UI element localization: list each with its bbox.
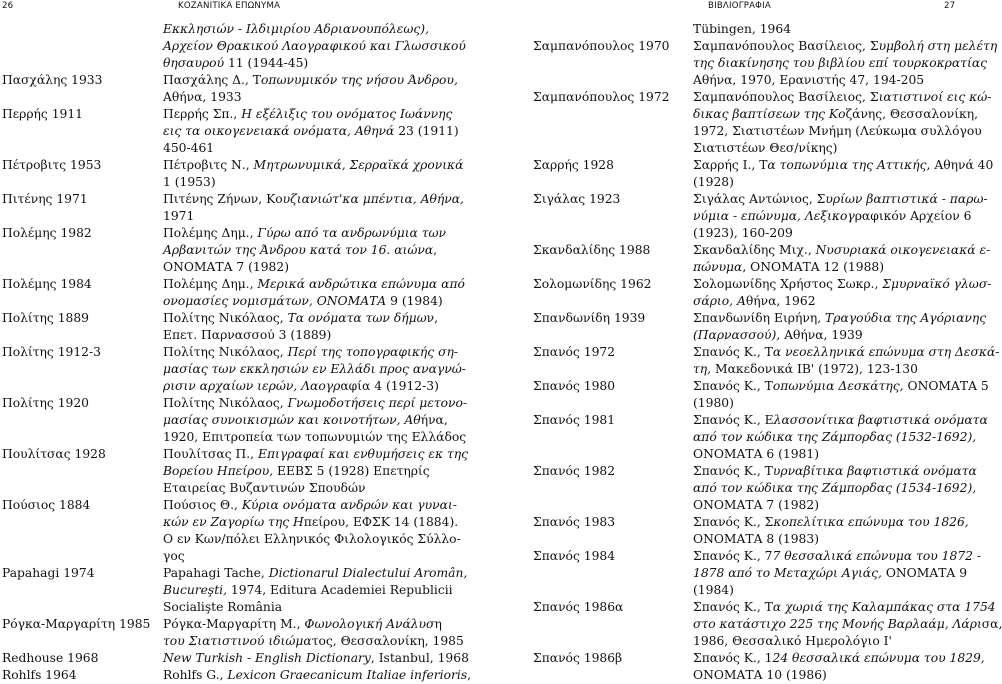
bibliography-entry-line: μασίας των εκκλησιών εν Ελλάδι προς αναγνώ- (163, 362, 466, 376)
bibliography-entry-line: Πούσιος Θ., Κύρια ονόματα ανδρών και γυναι- (163, 498, 457, 512)
citation-key: Πολέμης 1982 (2, 226, 92, 240)
bibliography-entry-line: ΟΝΟΜΑΤΑ 8 (1983) (693, 532, 820, 546)
citation-key: Πολίτης 1889 (2, 311, 90, 325)
bibliography-entry-line: Ο εν Κων/πόλει Ελληνικός Φιλολογικός Σύλλο- (163, 532, 461, 546)
bibliography-entry-line: 1971 (163, 209, 195, 223)
bibliography-entry-line: Πολέμης Δημ., Μερικά ανδρώτικα επώνυμα από (163, 277, 465, 291)
citation-key: Πολίτης 1920 (2, 396, 90, 410)
bibliography-entry-line: 1920, Επιτροπεία των τοπωνυμιών της Ελλάδος (163, 430, 467, 444)
bibliography-entry-line: (1928) (693, 175, 734, 189)
bibliography-entry-line: Bucureşti, 1974, Editura Academiei Republicii (163, 583, 453, 597)
left-page-number: 26 (2, 1, 14, 11)
bibliography-entry-line: Σπανός Κ., Τα νεοελληνικά επώνυμα στη Δεσκά- (693, 345, 1000, 359)
bibliography-entry-line: κών εν Ζαγορίω της Ηπείρου, ΕΦΣΚ 14 (1884). (163, 515, 459, 529)
bibliography-entry-line: Πολίτης Νικόλαος, Τα ονόματα των δήμων, (163, 311, 438, 325)
bibliography-entry-line: Εκκλησιών - Ιλδιμιρίου Αδριανουπόλεως), (163, 22, 429, 36)
bibliography-entry-line: εις τα οικογενειακά ονόματα, Αθηνά 23 (1911) (163, 124, 459, 138)
bibliography-entry-line: Rohlfs G., Lexicon Graecanicum Italiae inferioris, (163, 668, 472, 682)
bibliography-entry-line: Αρχείον Θρακικού Λαογραφικού και Γλωσσικού (163, 39, 466, 53)
bibliography-entry-line: σάριο, Αθήνα, 1962 (693, 294, 816, 308)
bibliography-entry-line: Πιτένης Ζήνων, Κουζιανιώτ'κα μπέντια, Αθήνα, (163, 192, 464, 206)
bibliography-entry-line: Papahagi Tache, Dictionarul Dialectului Aromân, (163, 566, 468, 580)
bibliography-entry-line: Σαμπανόπουλος Βασίλειος, Συμβολή στη μελέτη (693, 39, 998, 53)
citation-key: Σπανός 1986α (533, 600, 624, 614)
citation-key: Σπανός 1972 (533, 345, 616, 359)
bibliography-entry-line: Σπανός Κ., Σκοπελίτικα επώνυμα του 1826, (693, 515, 969, 529)
citation-key: Σπανός 1980 (533, 379, 616, 393)
citation-key: Πιτένης 1971 (2, 192, 88, 206)
citation-key: Σιγάλας 1923 (533, 192, 621, 206)
citation-key: Σκανδαλίδης 1988 (533, 243, 651, 257)
bibliography-entry-line: Σκανδαλίδης Μιχ., Νυσυριακά οικογενειακά ε- (693, 243, 991, 257)
bibliography-entry-line: ρισιν αρχαίων ιερών, Λαογραφία 4 (1912-3) (163, 379, 439, 393)
bibliography-entry-line: 1 (1953) (163, 175, 216, 189)
bibliography-entry-line: 450-461 (163, 141, 215, 155)
citation-key: Πούσιος 1884 (2, 498, 91, 512)
bibliography-entry-line: Ρόγκα-Μαργαρίτη Μ., Φωνολογική Ανάλυση (163, 617, 442, 631)
bibliography-entry-line: ΟΝΟΜΑΤΑ 6 (1981) (693, 447, 820, 461)
bibliography-entry-line: Σαμπανόπουλος Βασίλειος, Σιατιστινοί εις κώ- (693, 90, 992, 104)
citation-key: Rohlfs 1964 (2, 668, 77, 682)
citation-key: Σπανός 1986β (533, 651, 623, 665)
citation-key: Πασχάλης 1933 (2, 73, 103, 87)
bibliography-entry-line: Σπανός Κ., Ελασσονίτικα βαφτιστικά ονόματα (693, 413, 988, 427)
bibliography-entry-line: Πολέμης Δημ., Γύρω από τα ανδρωνύμια των (163, 226, 447, 240)
bibliography-entry-line: Πασχάλης Δ., Τοπωνυμικόν της νήσου Άνδρου, (163, 73, 458, 87)
citation-key: Σπανός 1984 (533, 549, 616, 563)
bibliography-entry-line: (1984) (693, 583, 734, 597)
bibliography-entry-line: Αθήνα, 1933 (163, 90, 242, 104)
bibliography-entry-line: (1923), 160-209 (693, 226, 793, 240)
bibliography-entry-line: δικας βαπτίσεων της Κοζάνης, Θεσσαλονίκη, (693, 107, 978, 121)
bibliography-entry-line: Σιγάλας Αντώνιος, Συρίων βαπτιστικά - παρω- (693, 192, 988, 206)
bibliography-entry-line: θησαυρού 11 (1944-45) (163, 56, 309, 70)
bibliography-entry-line: Σιατιστέων Θεσ/νίκης) (693, 141, 838, 155)
bibliography-entry-line: Επετ. Παρνασσού 3 (1889) (163, 328, 332, 342)
bibliography-entry-line: νύμια - επώνυμα, Λεξικογραφικόν Αρχείον 6 (693, 209, 972, 223)
bibliography-entry-line: Πουλίτσας Π., Επιγραφαί και ενθυμήσεις εκ της (163, 447, 469, 461)
bibliography-entry-line: ΟΝΟΜΑΤΑ 10 (1986) (693, 668, 827, 682)
bibliography-entry-line: της διακίνησης του βιβλίου επί τουρκοκρατίας (693, 56, 988, 70)
bibliography-entry-line: στο κατάστιχο 225 της Μονής Βαρλαάμ, Λάρισα, (693, 617, 1002, 631)
bibliography-entry-line: από τον κώδικα της Ζάμπορδας (1532-1692), (693, 430, 977, 444)
bibliography-entry-line: Socialişte România (163, 600, 283, 614)
citation-key: Πολίτης 1912-3 (2, 345, 101, 359)
right-page-number: 27 (944, 1, 956, 11)
right-page-bibliography (533, 21, 1002, 682)
bibliography-entry-line: του Σιατιστινού ιδιώματος, Θεσσαλονίκη, 1985 (163, 634, 464, 648)
bibliography-entry-line: από τον κώδικα της Ζάμπορδας (1534-1692), (693, 481, 977, 495)
bibliography-entry-line: Πέτροβιτς Ν., Μητρωνυμικά, Σερραϊκά χρονικά (163, 158, 464, 172)
citation-key: Πουλίτσας 1928 (2, 447, 106, 461)
bibliography-entry-line: Αθήνα, 1970, Ερανιστής 47, 194-205 (693, 73, 925, 87)
bibliography-entry-line: 1986, Θεσσαλικό Ημερολόγιο Ι' (693, 634, 892, 648)
bibliography-entry-line: Εταιρείας Βυζαντινών Σπουδών (163, 481, 366, 495)
bibliography-entry-line: τη, Μακεδονικά ΙΒ' (1972), 123-130 (693, 362, 918, 376)
bibliography-entry-line: ΟΝΟΜΑΤΑ 7 (1982) (163, 260, 290, 274)
left-page-bibliography (2, 21, 472, 682)
bibliography-entry-line: μασίας συνοικισμών και κοινοτήτων, Αθήνα, (163, 413, 448, 427)
bibliography-entry-line: (Παρνασσού), Αθήνα, 1939 (693, 328, 863, 342)
bibliography-entry-line: Περρής Σπ., Η εξέλιξις του ονόματος Ιωάννης (163, 107, 453, 121)
citation-key: Πολέμης 1984 (2, 277, 92, 291)
bibliography-entry-line: Tübingen, 1964 (693, 22, 792, 36)
citation-key: Ρόγκα-Μαργαρίτη 1985 (2, 617, 151, 631)
bibliography-entry-line: (1980) (693, 396, 734, 410)
bibliography-entry-line: Σπανός Κ., 124 θεσσαλικά επώνυμα του 1829, (693, 651, 985, 665)
citation-key: Σπανός 1981 (533, 413, 616, 427)
citation-key: Σολομωνίδης 1962 (533, 277, 652, 291)
citation-key: Περρής 1911 (2, 107, 84, 121)
bibliography-entry-line: ΟΝΟΜΑΤΑ 7 (1982) (693, 498, 820, 512)
citation-key: Σπανός 1983 (533, 515, 616, 529)
citation-key: Papahagi 1974 (2, 566, 95, 580)
bibliography-entry-line: Σαρρής Ι., Τα τοπωνύμια της Αττικής, Αθηνά 40 (693, 158, 994, 172)
bibliography-entry-line: Πολίτης Νικόλαος, Γνωμοδοτήσεις περί μετονο- (163, 396, 468, 410)
left-running-title: ΚΟΖΑΝΙΤΙΚΑ ΕΠΩΝΥΜΑ (178, 1, 281, 11)
citation-key: Πέτροβιτς 1953 (2, 158, 102, 172)
right-running-title: ΒΙΒΛΙΟΓΡΑΦΙΑ (708, 1, 771, 11)
citation-key: Σαρρής 1928 (533, 158, 614, 172)
bibliography-entry-line: Σπανός Κ., Τυρναβίτικα βαφτιστικά ονόματα (693, 464, 977, 478)
bibliography-entry-line: 1878 από το Μεταχώρι Αγιάς, ΟΝΟΜΑΤΑ 9 (693, 566, 968, 580)
bibliography-entry-line: Σπανός Κ., Τα χωριά της Καλαμπάκας στα 1754 (693, 600, 996, 614)
bibliography-entry-line: Σπανδωνίδη Ειρήνη, Τραγούδια της Αγόριανης (693, 311, 987, 325)
citation-key: Redhouse 1968 (2, 651, 99, 665)
bibliography-entry-line: Σπανός Κ., Τοπωνύμια Δεσκάτης, ΟΝΟΜΑΤΑ 5 (693, 379, 989, 393)
bibliography-entry-line: New Turkish - English Dictionary, Istanbul, 1968 (163, 651, 469, 665)
bibliography-entry-line: Πολίτης Νικόλαος, Περί της τοπογραφικής ση- (163, 345, 458, 359)
bibliography-entry-line: πώνυμα, ΟΝΟΜΑΤΑ 12 (1988) (693, 260, 885, 274)
bibliography-entry-line: Σπανός Κ., 77 θεσσαλικά επώνυμα του 1872 - (693, 549, 982, 563)
citation-key: Σαμπανόπουλος 1972 (533, 90, 670, 104)
bibliography-entry-line: γος (163, 549, 185, 563)
bibliography-entry-line: Αρβανιτών της Άνδρου κατά τον 16. αιώνα, (163, 243, 438, 257)
bibliography-entry-line: Βορείου Ηπείρου, ΕΕΒΣ 5 (1928) Επετηρίς (163, 464, 430, 478)
bibliography-entry-line: Σολομωνίδης Χρήστος Σωκρ., Σμυρναϊκό γλωσ- (693, 277, 992, 291)
citation-key: Σπανδωνίδη 1939 (533, 311, 646, 325)
bibliography-entry-line: 1972, Σιατιστέων Μνήμη (Λεύκωμα συλλόγου (693, 124, 982, 138)
bibliography-entry-line: ονομασίες νομισμάτων, ΟΝΟΜΑΤΑ 9 (1984) (163, 294, 443, 308)
citation-key: Σαμπανόπουλος 1970 (533, 39, 670, 53)
citation-key: Σπανός 1982 (533, 464, 616, 478)
